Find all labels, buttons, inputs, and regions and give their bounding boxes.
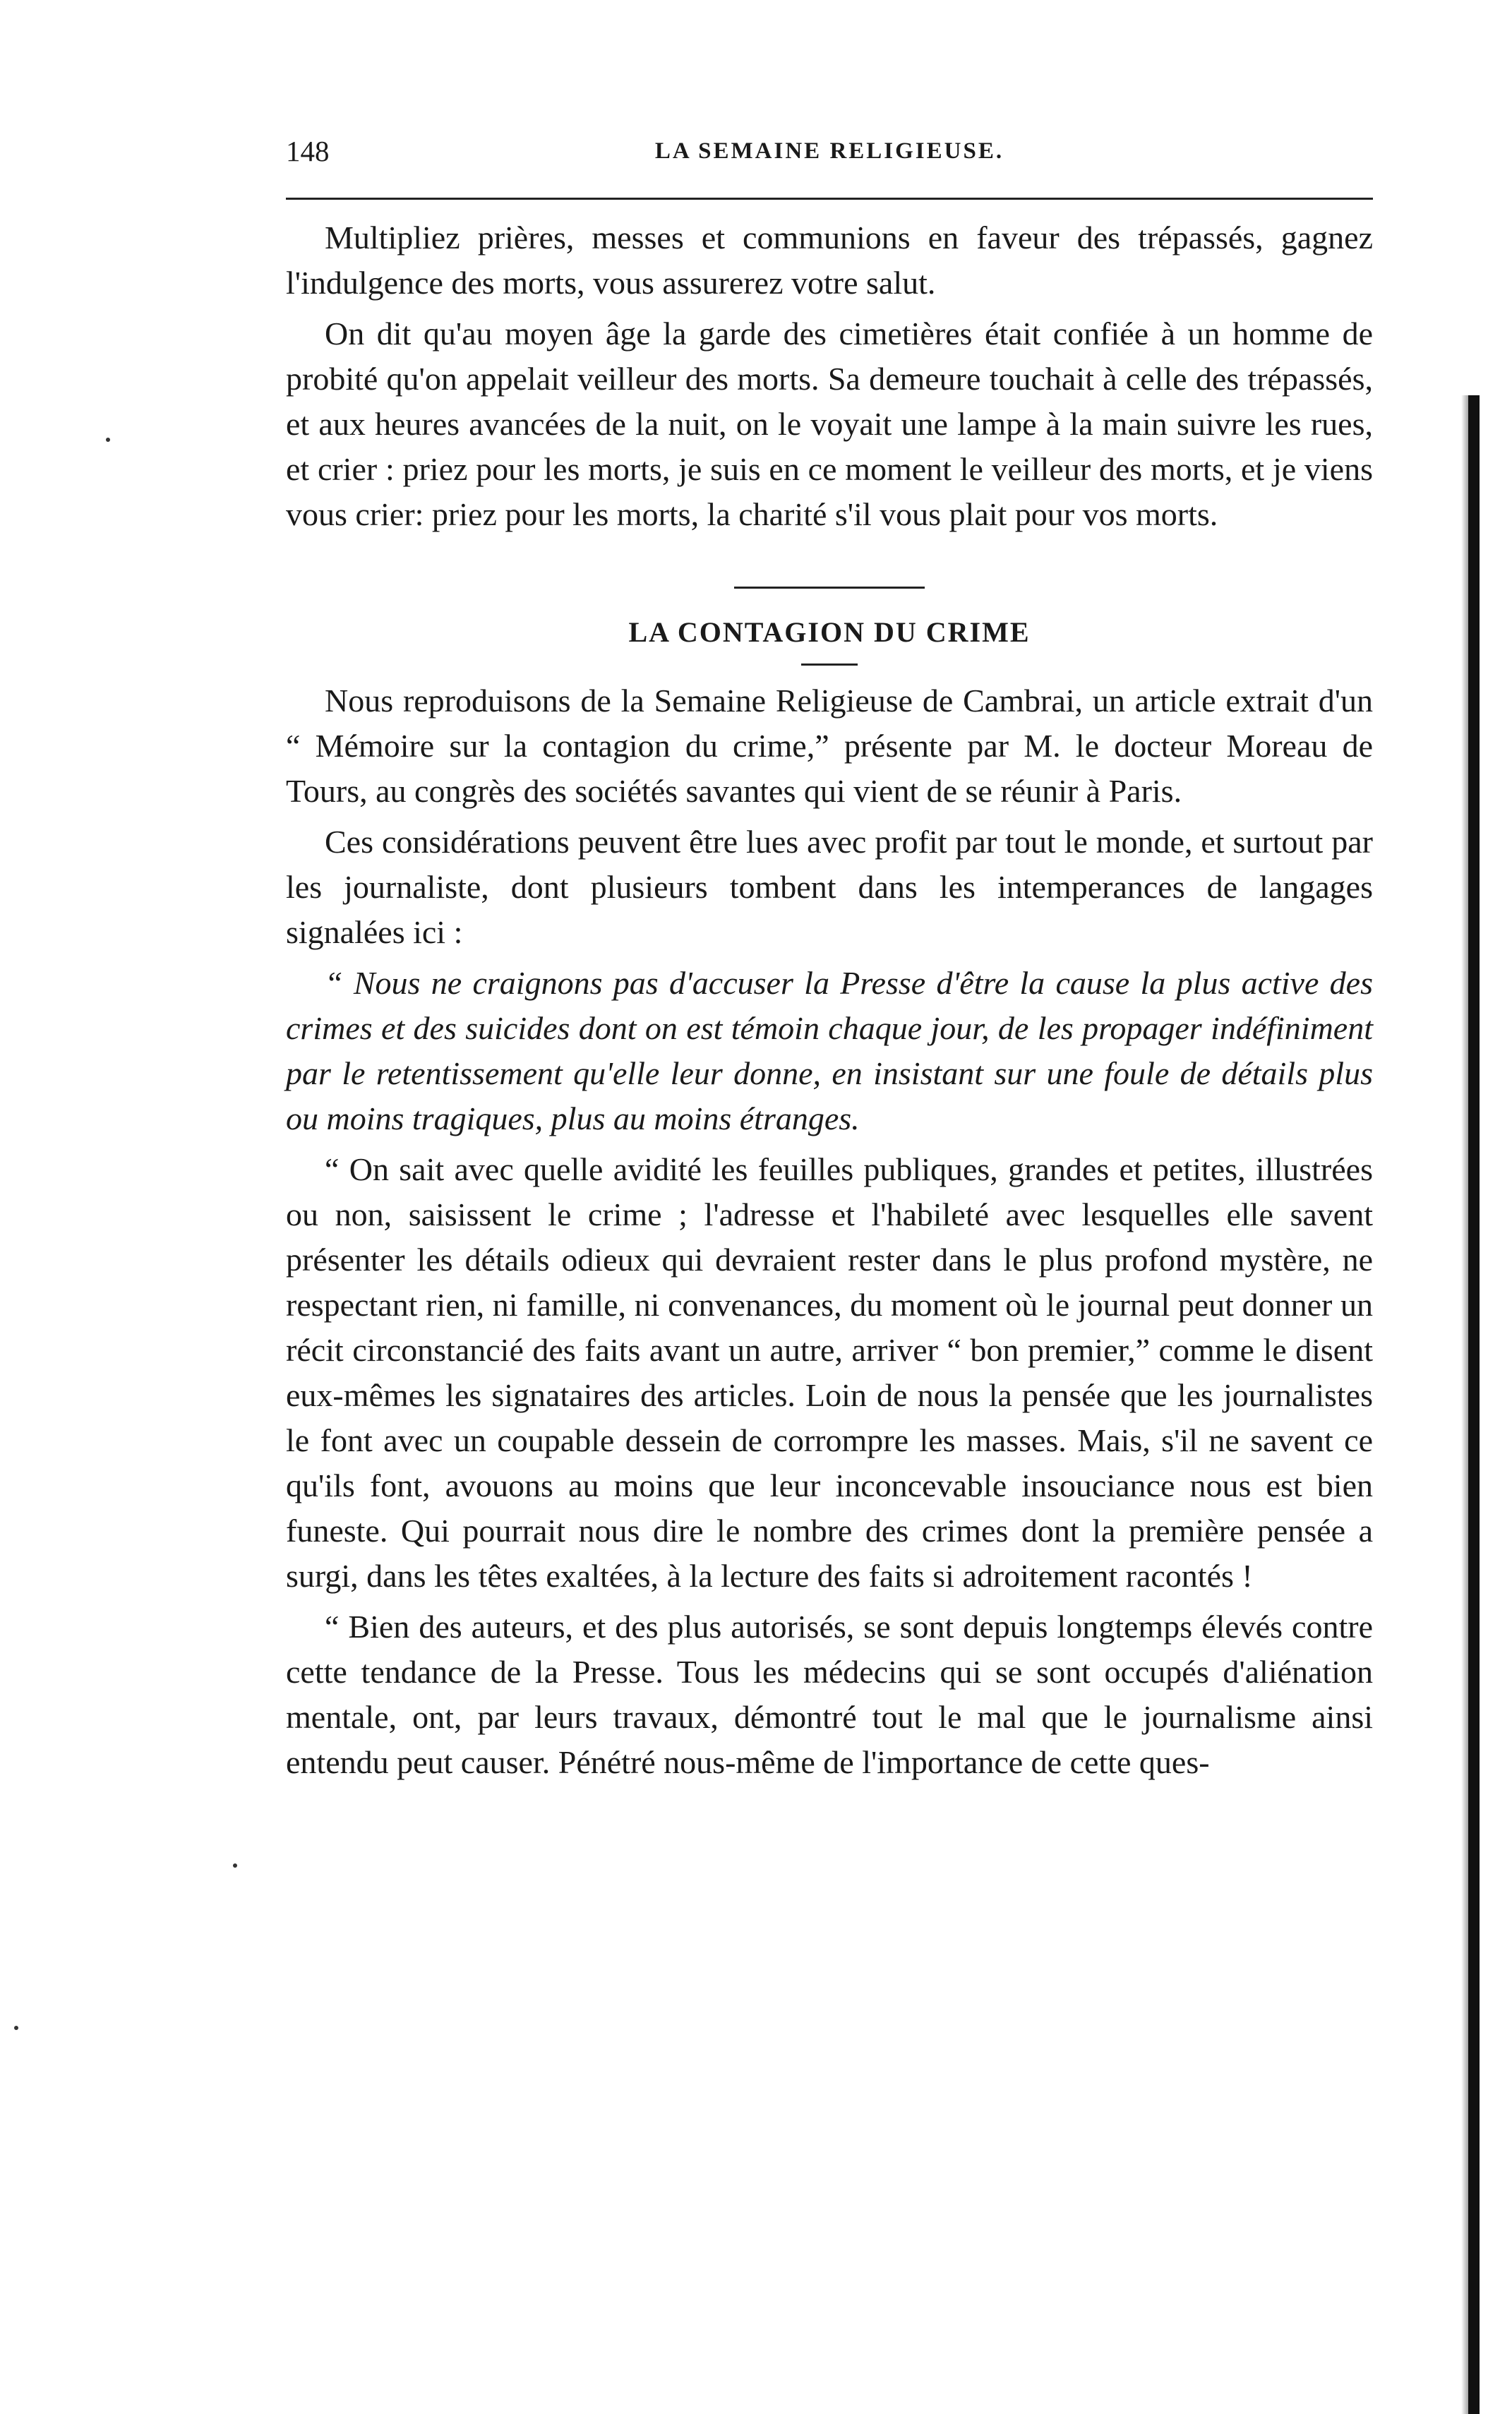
- paragraph: Nous reproduisons de la Semaine Religieuse de Cambrai, un article extrait d'un “ Mémoire sur la contagion du crime,” présente par M. le docteur Moreau de Tours, au congrès des sociétés savantes qui vient de se réunir à Paris.: [286, 683, 1373, 809]
- paragraph: Multipliez prières, messes et communions en faveur des trépassés, gagnez l'indulgence des morts, vous assurerez votre salut.: [286, 220, 1373, 301]
- header-rule: [286, 198, 1373, 200]
- paragraph: “ On sait avec quelle avidité les feuilles publiques, grandes et petites, illustrées ou non, saisissent le crime ; l'adresse et l'habileté avec lesquelles elle savent présenter les détails odieux qui devraient rester dans le plus profond mystère, ne respectant rien, ni famille, ni convenances, du moment où le journal peut donner un récit circonstancié des faits avant un autre, arriver “ bon premier,” comme le disent eux-mêmes les signataires des articles. Loin de nous la pensée que les journalistes le font avec un coupable dessein de corrompre les masses. Mais, s'il ne savent ce qu'ils font, avouons au moins que leur inconcevable insouciance nous est bien funeste. Qui pourrait nous dire le nombre des crimes dont la première pensée a surgi, dans les têtes exaltées, à la lecture des faits si adroitement racontés !: [286, 1151, 1373, 1594]
- title-underline-rule: [801, 663, 858, 666]
- running-title: LA SEMAINE RELIGIEUSE.: [654, 138, 1004, 164]
- section-title: LA CONTAGION DU CRIME: [628, 616, 1031, 648]
- paragraph: On dit qu'au moyen âge la garde des cimetières était confiée à un homme de probité qu'on appelait veilleur des morts. Sa demeure touchait à celle des trépassés, et aux heures avancées de la nuit, on le voyait une lampe à la main suivre les rues, et crier : priez pour les morts, je suis en ce moment le veilleur des morts, et je viens vous crier: priez pour les morts, la charité s'il vous plait pour vos morts.: [286, 316, 1373, 532]
- section-separator-rule: [734, 587, 925, 589]
- paragraph: “ Bien des auteurs, et des plus autorisés, se sont depuis longtemps élevés contre cette tendance de la Presse. Tous les médecins qui se sont occupés d'aliénation mentale, ont, par leurs travaux, démontré tout le mal que le journalisme ainsi entendu peut causer. Pénétré nous-même de l'importance de cette ques-: [286, 1609, 1373, 1780]
- binding-shadow: [1461, 395, 1468, 2414]
- quoted-paragraph: “ Nous ne craignons pas d'accuser la Presse d'être la cause la plus active des crimes et des suicides dont on est témoin chaque jour, de les propager indéfiniment par le retentissement qu'elle leur donne, en insistant sur une foule de détails plus ou moins tragiques, plus au moins étranges.: [286, 965, 1373, 1136]
- paragraph: Ces considérations peuvent être lues avec profit par tout le monde, et surtout par les journaliste, dont plusieurs tombent dans les intemperances de langages signalées ici :: [286, 824, 1373, 950]
- ink-speck: [14, 2026, 18, 2030]
- page-body: [286, 215, 1373, 1785]
- ink-speck: [106, 438, 110, 442]
- binding-edge: [1468, 395, 1480, 2414]
- page-number: 148: [286, 135, 330, 167]
- running-header: [286, 134, 1373, 176]
- ink-speck: [233, 1863, 237, 1868]
